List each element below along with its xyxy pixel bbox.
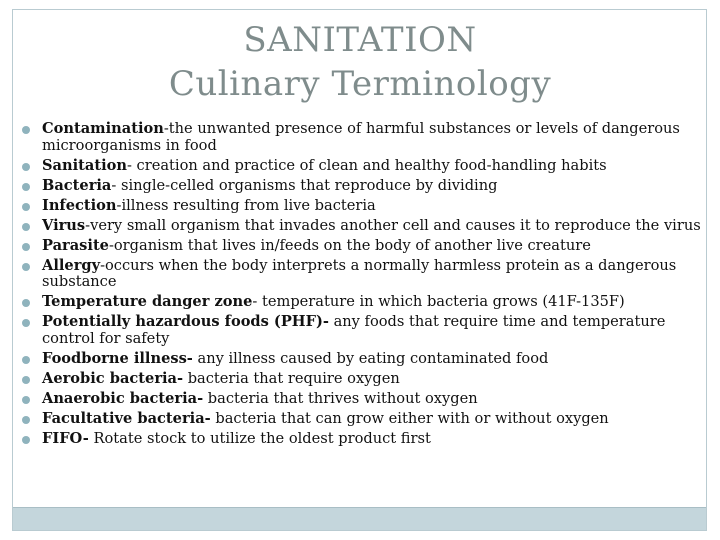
term-definition: -the unwanted presence of harmful substances or levels of dangerous microorganisms in food <box>42 120 680 154</box>
list-item <box>22 238 707 255</box>
bullet-icon <box>22 376 30 384</box>
term-name: Bacteria <box>42 176 112 194</box>
term-name: Sanitation <box>42 156 127 174</box>
slide-footer-bar <box>13 507 706 530</box>
term-name: Allergy <box>42 256 101 274</box>
term-definition: -occurs when the body interprets a normally harmless protein as a dangerous substance <box>42 256 677 290</box>
list-item <box>22 431 707 448</box>
list-item <box>22 258 707 291</box>
term-definition: -organism that lives in/feeds on the body of another live creature <box>108 236 591 254</box>
list-item <box>22 178 707 195</box>
term-definition: bacteria that require oxygen <box>183 369 400 387</box>
bullet-icon <box>22 223 30 231</box>
bullet-icon <box>22 126 30 134</box>
bullet-icon <box>22 436 30 444</box>
bullet-icon <box>22 319 30 327</box>
term-name: Virus <box>42 216 86 234</box>
bullet-icon <box>22 299 30 307</box>
term-definition: bacteria that thrives without oxygen <box>203 389 478 407</box>
list-item <box>22 198 707 215</box>
list-item <box>22 158 707 175</box>
term-definition: -illness resulting from live bacteria <box>116 196 376 214</box>
term-definition: - single-celled organisms that reproduce by dividing <box>111 176 498 194</box>
terminology-list <box>22 121 707 451</box>
term-name: Temperature danger zone <box>42 293 253 310</box>
bullet-icon <box>22 263 30 271</box>
term-definition: Rotate stock to utilize the oldest product first <box>88 429 431 447</box>
bullet-icon <box>22 396 30 404</box>
title-line-2: Culinary Terminology <box>168 64 552 104</box>
term-definition: - creation and practice of clean and healthy food-handling habits <box>126 156 607 174</box>
list-item <box>22 351 707 368</box>
list-item <box>22 294 707 311</box>
term-definition: -very small organism that invades another cell and causes it to reproduce the virus <box>85 216 701 234</box>
term-name: Facultative bacteria- <box>42 409 211 427</box>
bullet-icon <box>22 183 30 191</box>
term-name: Foodborne illness- <box>42 349 193 367</box>
term-definition: any foods that require time and temperature control for safety <box>42 313 666 347</box>
term-name: Aerobic bacteria- <box>42 369 184 387</box>
list-item <box>22 218 707 235</box>
list-item <box>22 314 707 347</box>
list-item <box>22 391 707 408</box>
bullet-icon <box>22 163 30 171</box>
bullet-icon <box>22 356 30 364</box>
bullet-icon <box>22 203 30 211</box>
bullet-icon <box>22 416 30 424</box>
list-item <box>22 371 707 388</box>
term-definition: bacteria that can grow either with or without oxygen <box>210 409 609 427</box>
term-definition: - temperature in which bacteria grows (41F-135F) <box>252 293 625 310</box>
bullet-icon <box>22 243 30 251</box>
term-name: Parasite <box>42 236 109 254</box>
slide-title <box>0 18 720 106</box>
term-name: Potentially hazardous foods (PHF)- <box>42 313 329 330</box>
title-line-1: SANITATION <box>243 20 477 60</box>
list-item <box>22 411 707 428</box>
term-name: Infection <box>42 196 117 214</box>
term-name: Contamination <box>42 120 164 137</box>
term-name: FIFO- <box>42 429 89 447</box>
term-definition: any illness caused by eating contaminated food <box>192 349 549 367</box>
list-item <box>22 121 707 154</box>
term-name: Anaerobic bacteria- <box>42 389 204 407</box>
